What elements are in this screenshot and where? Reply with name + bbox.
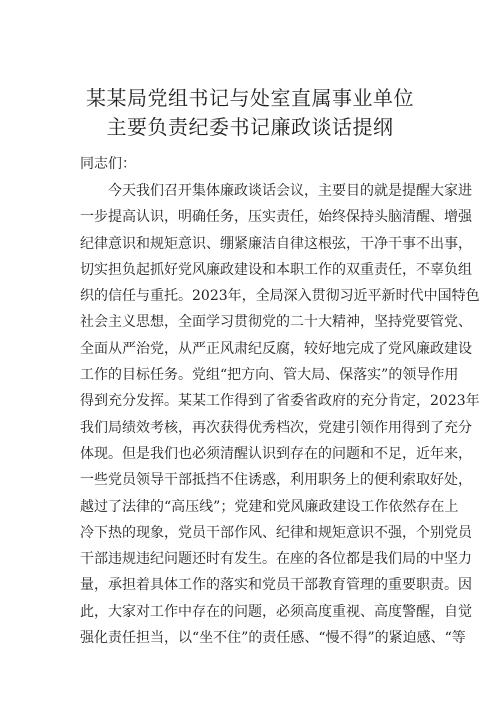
title-line-1: 某某局党组书记与处室直属事业单位 xyxy=(86,86,414,110)
paragraph-line: 冷下热的现象，党员干部作风、纪律和规矩意识不强，个别党员 xyxy=(80,524,472,541)
paragraph-line: 此，大家对工作中存在的问题，必须高度重视、高度警醒，自觉 xyxy=(80,603,472,620)
paragraph-line: 织的信任与重托。2023年，全局深入贯彻习近平新时代中国特色 xyxy=(80,288,480,305)
paragraph-line: 今天我们召开集体廉政谈话会议，主要目的就是提醒大家进 xyxy=(108,183,472,199)
paragraph-line: 得到充分发挥。某某工作得到了省委省政府的充分肯定，2023年 xyxy=(80,393,480,410)
paragraph-line: 纪律意识和规矩意识、绷紧廉洁自律这根弦，干净干事不出事， xyxy=(80,235,472,252)
paragraph-line: 干部违规违纪问题还时有发生。在座的各位都是我们局的中坚力 xyxy=(80,551,472,568)
paragraph-line: 强化责任担当，以“坐不住”的责任感、“慢不得”的紧迫感、“等 xyxy=(80,630,466,647)
document-title xyxy=(0,84,500,142)
paragraph-line: 我们局绩效考核，再次获得优秀档次，党建引领作用得到了充分 xyxy=(80,419,472,436)
paragraph-line: 社会主义思想，全面学习贯彻党的二十大精神，坚持党要管党、 xyxy=(80,314,472,331)
paragraph-line: 量，承担着具体工作的落实和党员干部教育管理的重要职责。因 xyxy=(80,577,472,594)
paragraph-line: 一些党员领导干部抵挡不住诱惑，利用职务上的便利索取好处， xyxy=(80,472,472,489)
paragraph-line: 一步提高认识，明确任务，压实责任，始终保持头脑清醒、增强 xyxy=(80,209,472,226)
title-line-2: 主要负责纪委书记廉政谈话提纲 xyxy=(106,115,394,139)
body-paragraph xyxy=(80,178,480,651)
salutation: 同志们： xyxy=(80,156,136,172)
paragraph-line: 越过了法律的“高压线”；党建和党风廉政建设工作依然存在上 xyxy=(80,498,459,515)
paragraph-line: 体现。但是我们也必须清醒认识到存在的问题和不足，近年来， xyxy=(80,445,472,462)
paragraph-line: 切实担负起抓好党风廉政建设和本职工作的双重责任，不辜负组 xyxy=(80,261,472,278)
paragraph-line: 工作的目标任务。党组“把方向、管大局、保落实”的领导作用 xyxy=(80,367,459,384)
paragraph-line: 全面从严治党，从严正风肃纪反腐，较好地完成了党风廉政建设 xyxy=(80,340,472,357)
